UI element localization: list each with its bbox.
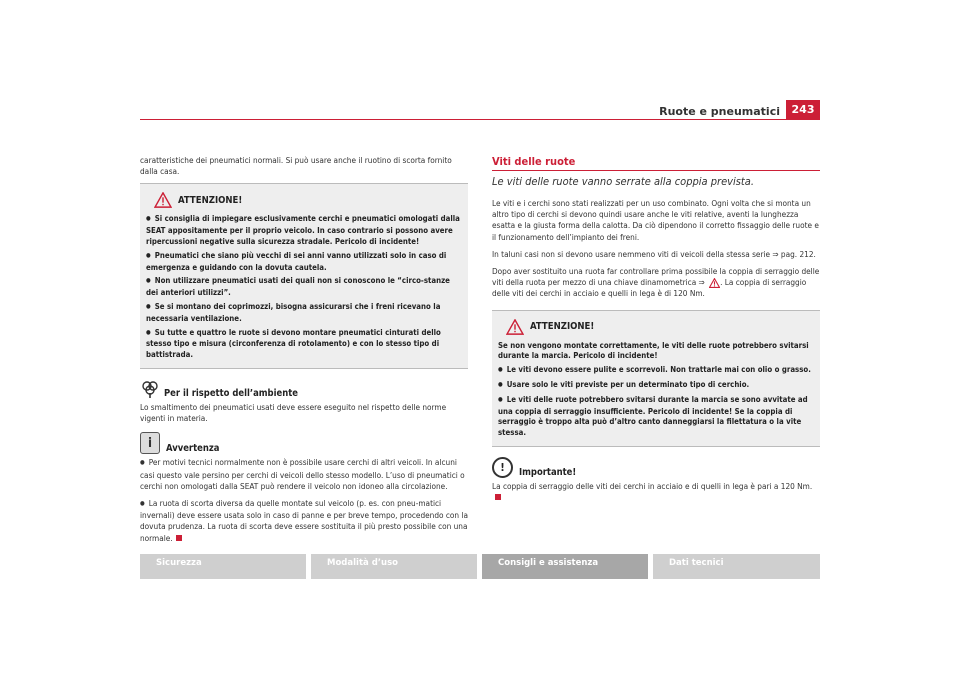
exclamation-icon: ! xyxy=(492,457,513,478)
footer-tab-consigli-assistenza[interactable]: Consigli e assistenza xyxy=(482,554,648,579)
warning-triangle-icon xyxy=(154,192,172,208)
intro-paragraph: caratteristiche dei pneumatici normali. Si può usare anche il ruotino di scorta fornito dalla casa. xyxy=(140,155,452,177)
section-subtitle: Le viti delle ruote vanno serrate alla coppia prevista. xyxy=(492,175,755,188)
section-title: Viti delle ruote xyxy=(492,155,820,171)
right-column xyxy=(492,155,820,509)
warning-box-left xyxy=(140,183,468,369)
warning-title: ATTENZIONE! xyxy=(530,321,595,333)
paragraph: In taluni casi non si devono usare nemmeno viti di veicoli della stessa serie ⇒ pag. 212. xyxy=(492,248,816,259)
warning-item: ● Si consiglia di impiegare esclusivamente cerchi e pneumatici omologati dalla SEAT appositamente per il proprio veicolo. In caso contrario si possono avere ripercussioni negative sulla sicurezza stradale. Pericolo di incidente! xyxy=(146,214,462,247)
warning-item: ● Non utilizzare pneumatici usati dei quali non si conoscono le “circo-stanze dei anteriori utilizzi”. xyxy=(146,276,462,299)
header-title: Ruote e pneumatici xyxy=(659,105,780,118)
paragraph: Le viti e i cerchi sono stati realizzati per un uso combinato. Ogni volta che si monta un altro tipo di cerchi si devono quindi usare anche le viti relative, aventi la lunghezza esatta e la giusta forma della calotta. Da ciò dipendono il corretto fissaggio delle ruote e il funzionamento dell’impianto dei freni. xyxy=(492,198,819,242)
warning-item: ● Su tutte e quattro le ruote si devono montare pneumatici cinturati dello stesso tipo e misura (circonferenza di rotolamento) e con lo stesso tipo di battistrada. xyxy=(146,328,462,361)
environment-header xyxy=(140,379,468,399)
warning-box-right xyxy=(492,310,820,447)
warning-triangle-icon xyxy=(709,278,720,288)
note-icon: i xyxy=(140,432,160,454)
warning-item: ● Le viti devono essere pulite e scorrevoli. Non trattarle mai con olio o grasso. xyxy=(498,365,814,377)
important-header xyxy=(492,457,820,478)
note-title: Avvertenza xyxy=(166,443,220,455)
warning-triangle-icon xyxy=(506,319,524,335)
warning-header xyxy=(154,192,462,208)
left-column xyxy=(140,155,468,550)
note-item: ● Per motivi tecnici normalmente non è possibile usare cerchi di altri veicoli. In alcuni casi questo vale persino per cerchi di veicoli dello stesso modello. L’uso di pneumatici o cerchi non omologati dalla SEAT può rendere il veicolo non idoneo alla circolazione. xyxy=(140,457,468,492)
note-item: ● La ruota di scorta diversa da quelle montate sul veicolo (p. es. con pneu-matici invernali) deve essere usata solo in caso di panne e per breve tempo, procedendo con la dovuta prudenza. La ruota di scorta deve essere sostituita il più presto possibile con una normale. xyxy=(140,498,468,544)
warning-intro: Se non vengono montate correttamente, le viti delle ruote potrebbero svitarsi durante la marcia. Pericolo di incidente! xyxy=(498,340,809,361)
footer-tab-dati-tecnici[interactable]: Dati tecnici xyxy=(653,554,820,579)
warning-item: ● Pneumatici che siano più vecchi di sei anni vanno utilizzati solo in caso di emergenza e guidando con la dovuta cautela. xyxy=(146,251,462,274)
note-header xyxy=(140,432,468,454)
footer-tab-sicurezza[interactable]: Sicurezza xyxy=(140,554,306,579)
warning-title: ATTENZIONE! xyxy=(178,194,243,206)
environment-title: Per il rispetto dell’ambiente xyxy=(164,387,298,399)
warning-header xyxy=(506,319,814,335)
end-mark-icon xyxy=(176,535,182,541)
tree-icon xyxy=(140,379,160,399)
warning-item: ● Usare solo le viti previste per un determinato tipo di cerchio. xyxy=(498,380,814,392)
environment-text: Lo smaltimento dei pneumatici usati deve essere eseguito nel rispetto delle norme vigenti in materia. xyxy=(140,401,447,424)
warning-item: ● Le viti delle ruote potrebbero svitarsi durante la marcia se sono avvitate ad una coppia di serraggio insufficiente. Pericolo di incidente! Se la coppia di serraggio è troppo alta può d’altro canto danneggiarsi la filettatura o la vite stessa. xyxy=(498,395,814,439)
header-rule xyxy=(140,119,820,120)
important-title: Importante! xyxy=(519,467,577,478)
end-mark-icon xyxy=(495,494,501,500)
page-number: 243 xyxy=(786,100,820,119)
paragraph: Dopo aver sostituito una ruota far controllare prima possibile la coppia di serraggio delle viti della ruota per mezzo di una chiave dinamometrica ⇒ . La coppia di serraggio delle viti dei cerchi in acciaio e quelli in lega è di 120 Nm. xyxy=(492,266,820,299)
important-text: La coppia di serraggio delle viti dei cerchi in acciaio e di quelli in lega è pari a 120 Nm. xyxy=(492,481,820,503)
warning-item: ● Se si montano dei coprimozzi, bisogna assicurarsi che i freni ricevano la necessaria ventilazione. xyxy=(146,302,462,325)
footer-tab-modalita-uso[interactable]: Modalità d’uso xyxy=(311,554,477,579)
